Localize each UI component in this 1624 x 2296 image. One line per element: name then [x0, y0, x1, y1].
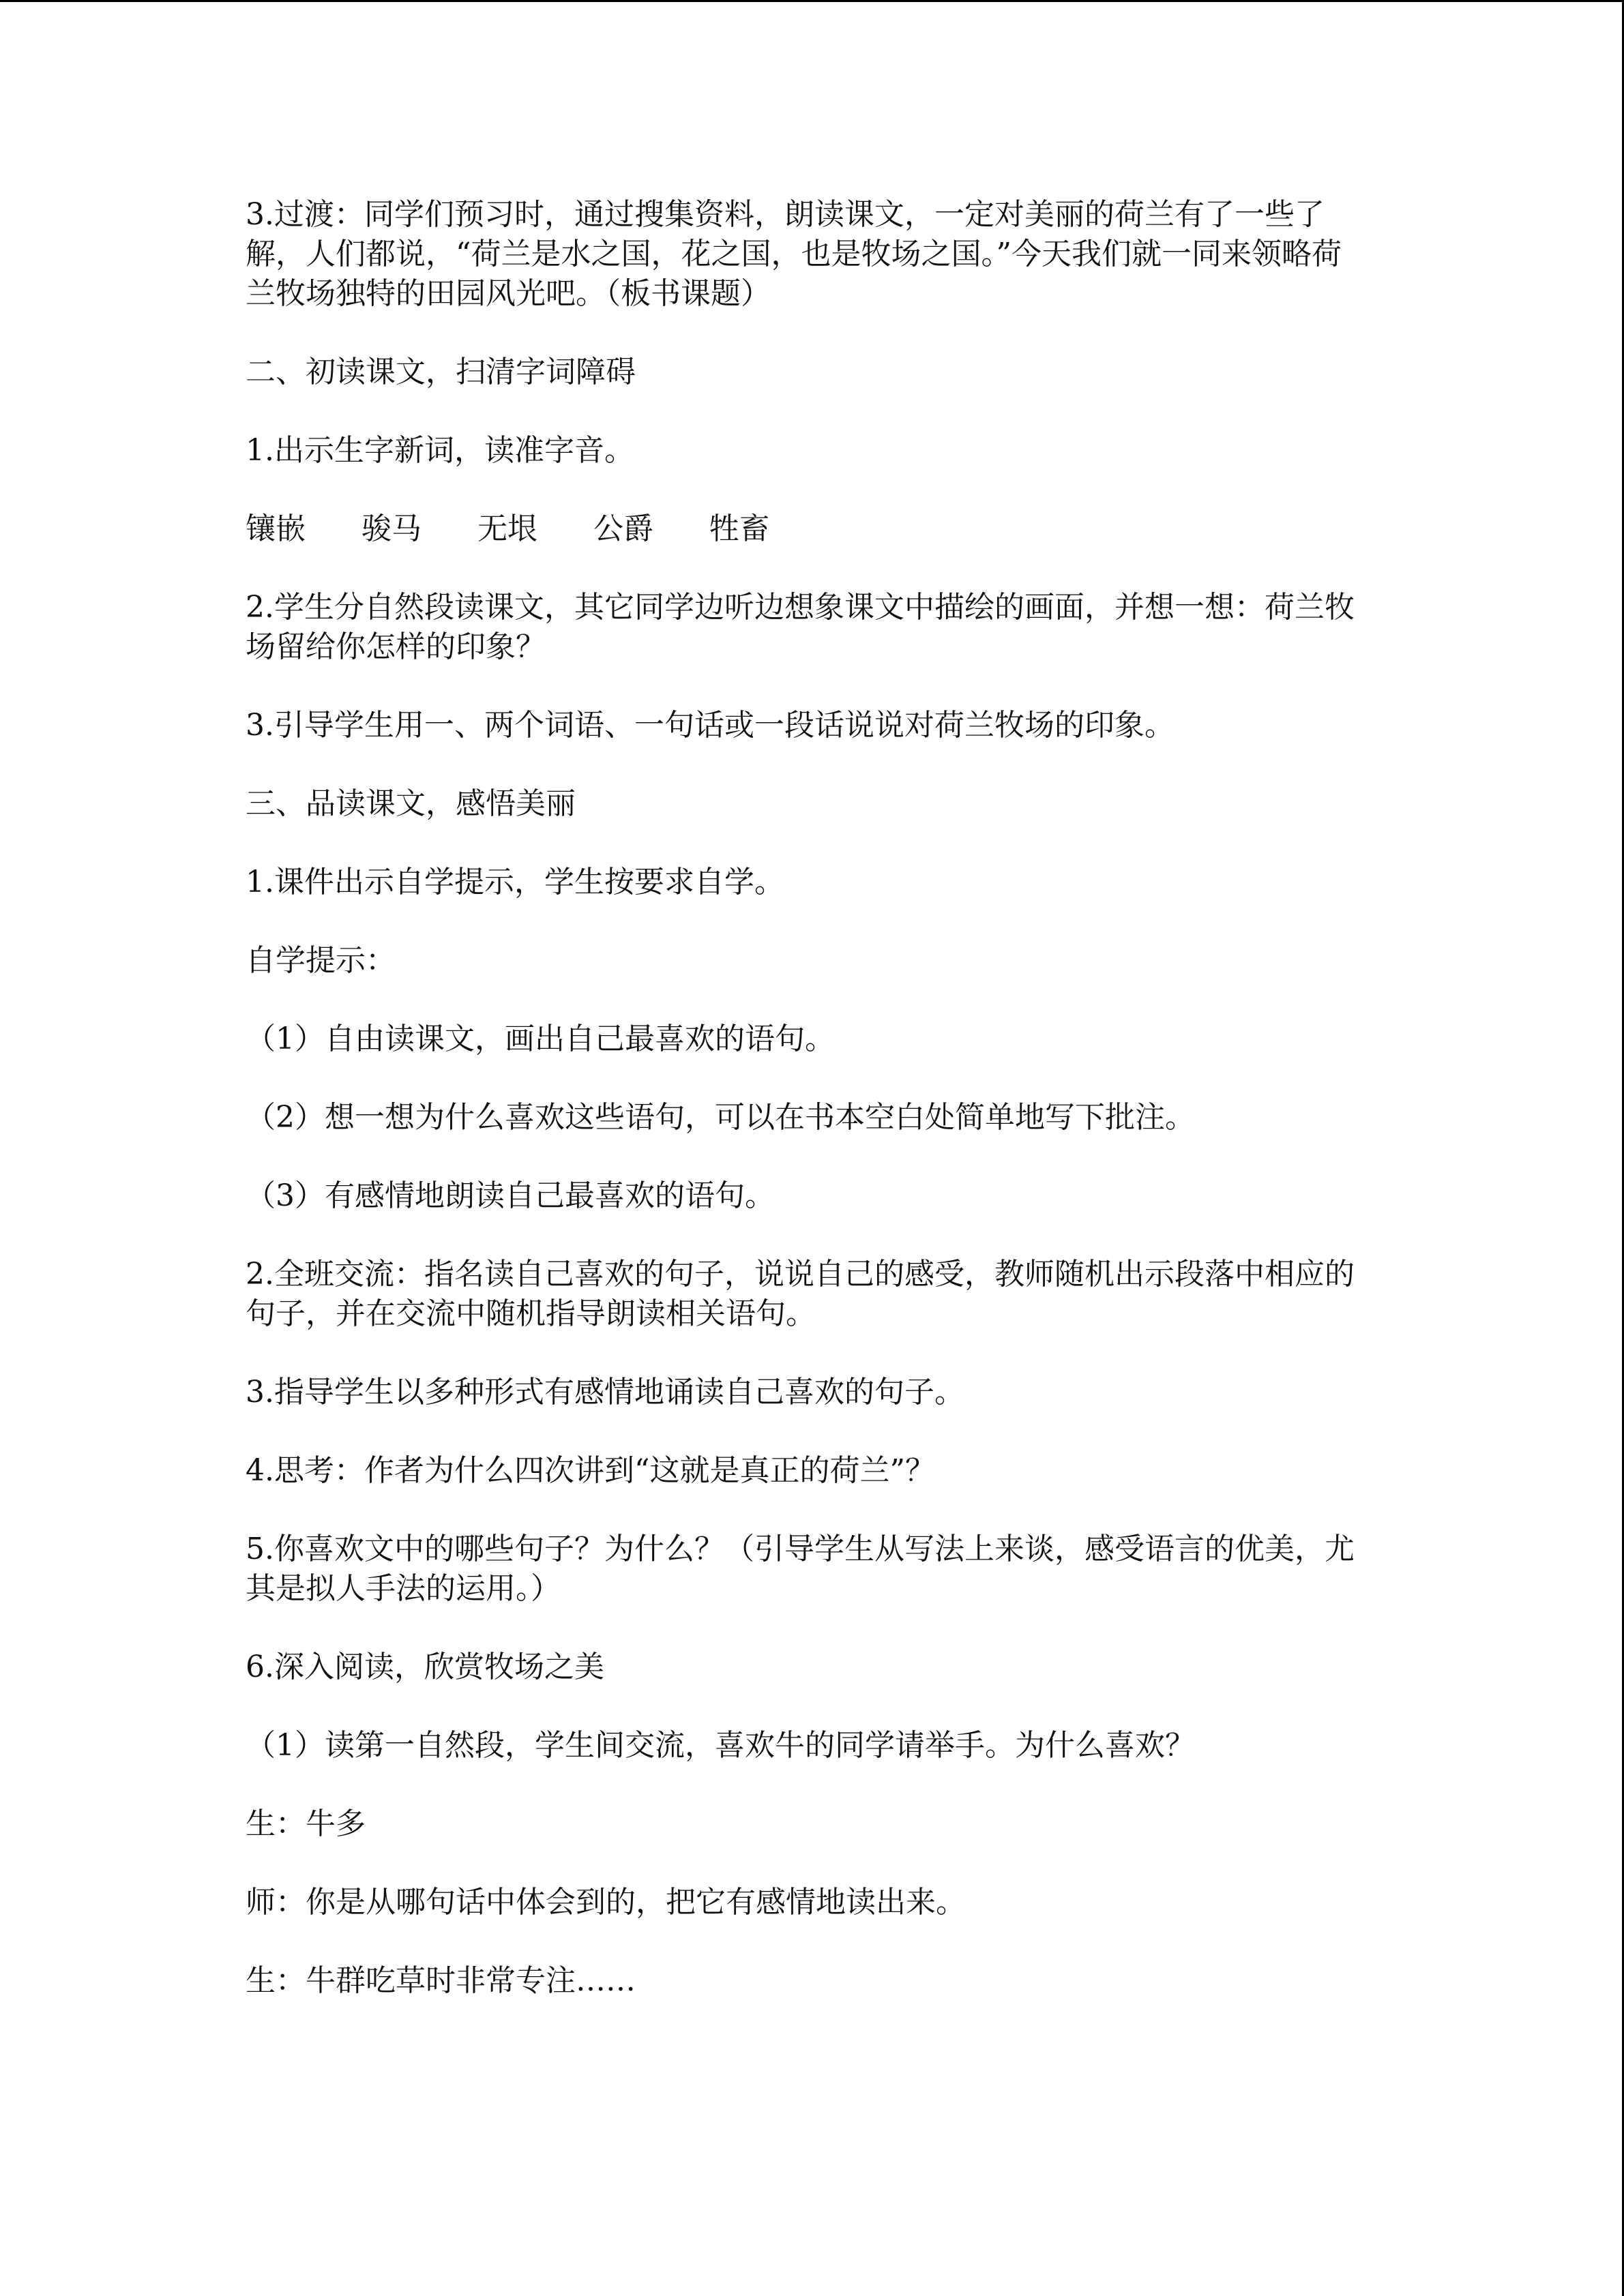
- paragraph-impression: 3.引导学生用一、两个词语、一句话或一段话说说对荷兰牧场的印象。: [246, 708, 1175, 743]
- tip-item-1: （1）自由读课文，画出自己最喜欢的语句。: [246, 1022, 835, 1056]
- paragraph-self-study: 1.课件出示自学提示，学生按要求自学。: [246, 865, 784, 899]
- paragraph-transition: 3.过渡：同学们预习时，通过搜集资料，朗读课文，一定对美丽的荷兰有了一些了解，人们都说，“荷兰是水之国，花之国，也是牧场之国。”今天我们就一同来领略荷兰牧场独特的田园风光吧。（板书课题）: [246, 197, 1342, 311]
- paragraph-class-exchange: 2.全班交流：指名读自己喜欢的句子，说说自己的感受，教师随机出示段落中相应的句子，并在交流中随机指导朗读相关语句。: [246, 1257, 1355, 1331]
- tip-item-2: （2）想一想为什么喜欢这些语句，可以在书本空白处简单地写下批注。: [246, 1100, 1195, 1135]
- paragraph-first-section: （1）读第一自然段，学生间交流，喜欢牛的同学请举手。为什么喜欢？: [246, 1728, 1195, 1763]
- section-heading-2: 二、初读课文，扫清字词障碍: [246, 355, 636, 389]
- paragraph-new-words: 1.出示生字新词，读准字音。: [246, 433, 634, 468]
- top-border-line: [0, 0, 1624, 2]
- document-body: [246, 195, 1364, 2040]
- vocab-word: 无垠: [477, 511, 537, 546]
- dialogue-student-2: 生：牛群吃草时非常专注……: [246, 1963, 636, 1998]
- dialogue-student-1: 生：牛多: [246, 1806, 366, 1841]
- paragraph-favorite-sentences: 5.你喜欢文中的哪些句子？为什么？（引导学生从写法上来谈，感受语言的优美，尤其是拟人手法的运用。）: [246, 1532, 1355, 1606]
- vocab-word: 公爵: [593, 511, 653, 546]
- vocab-word: 牲畜: [709, 511, 769, 546]
- dialogue-teacher-1: 师：你是从哪句话中体会到的，把它有感情地读出来。: [246, 1885, 966, 1920]
- vocab-word: 骏马: [361, 511, 422, 546]
- vocab-word: 镶嵌: [246, 511, 306, 546]
- paragraph-think: 4.思考：作者为什么四次讲到“这就是真正的荷兰”？: [246, 1453, 935, 1488]
- paragraph-recite: 3.指导学生以多种形式有感情地诵读自己喜欢的句子。: [246, 1375, 964, 1410]
- section-heading-3: 三、品读课文，感悟美丽: [246, 786, 576, 821]
- paragraph-tips-label: 自学提示：: [246, 943, 396, 978]
- paragraph-deep-reading: 6.深入阅读，欣赏牧场之美: [246, 1650, 604, 1684]
- tip-item-3: （3）有感情地朗读自己最喜欢的语句。: [246, 1178, 775, 1213]
- paragraph-read-aloud: 2.学生分自然段读课文，其它同学边听边想象课文中描绘的画面，并想一想：荷兰牧场留给你怎样的印象？: [246, 590, 1355, 664]
- vocabulary-list: [246, 509, 1364, 549]
